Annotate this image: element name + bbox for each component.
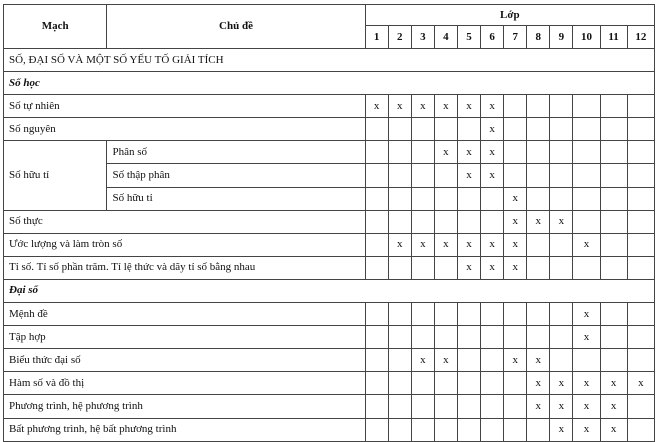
grade-header-12: 12	[627, 26, 654, 49]
table-row	[4, 256, 655, 279]
grade-cell: x	[481, 118, 504, 141]
grade-cell	[411, 187, 434, 210]
grade-cell	[481, 210, 504, 233]
grade-cell	[434, 164, 457, 187]
grade-cell	[573, 118, 600, 141]
grade-cell: x	[388, 95, 411, 118]
grade-cell	[365, 233, 388, 256]
grade-cell: x	[573, 372, 600, 395]
grade-cell	[411, 164, 434, 187]
grade-cell	[527, 418, 550, 441]
table-row	[4, 118, 655, 141]
grade-cell: x	[504, 233, 527, 256]
grade-cell	[627, 326, 654, 349]
topic-label: Phân số	[107, 141, 365, 164]
grade-cell: x	[600, 372, 627, 395]
grade-cell: x	[434, 349, 457, 372]
topic-label: Bất phương trình, hệ bất phương trình	[4, 418, 366, 441]
grade-cell	[388, 395, 411, 418]
grade-cell	[481, 187, 504, 210]
grade-cell: x	[504, 210, 527, 233]
grade-header-9: 9	[550, 26, 573, 49]
grade-cell	[411, 141, 434, 164]
table-row	[4, 418, 655, 441]
grade-cell	[527, 95, 550, 118]
grade-cell	[365, 326, 388, 349]
grade-header-2: 2	[388, 26, 411, 49]
grade-cell: x	[504, 349, 527, 372]
grade-cell: x	[600, 418, 627, 441]
lop-header: Lớp	[365, 5, 654, 26]
grade-cell	[411, 418, 434, 441]
grade-header-4: 4	[434, 26, 457, 49]
chu-de-header: Chủ đề	[107, 5, 365, 49]
grade-cell	[504, 418, 527, 441]
grade-cell: x	[365, 95, 388, 118]
grade-cell	[573, 95, 600, 118]
grade-cell	[457, 395, 480, 418]
grade-cell	[411, 372, 434, 395]
mach-header: Mạch	[4, 5, 107, 49]
grade-cell: x	[600, 395, 627, 418]
topic-label: Mệnh đề	[4, 303, 366, 326]
grade-cell: x	[434, 233, 457, 256]
grade-cell	[457, 210, 480, 233]
grade-cell: x	[550, 372, 573, 395]
grade-cell	[434, 418, 457, 441]
table-row	[4, 372, 655, 395]
grade-cell	[600, 141, 627, 164]
table-row	[4, 349, 655, 372]
grade-cell: x	[411, 95, 434, 118]
subsection-title: Số học	[4, 72, 655, 95]
grade-cell: x	[457, 95, 480, 118]
grade-cell	[627, 233, 654, 256]
grade-cell	[627, 303, 654, 326]
grade-cell	[600, 303, 627, 326]
grade-cell: x	[550, 395, 573, 418]
grade-cell: x	[550, 418, 573, 441]
subsection-row	[4, 72, 655, 95]
grade-cell	[388, 372, 411, 395]
topic-label: Số hữu tỉ	[107, 187, 365, 210]
grade-cell	[504, 141, 527, 164]
grade-cell	[550, 256, 573, 279]
grade-cell	[527, 164, 550, 187]
grade-cell: x	[481, 256, 504, 279]
grade-cell	[388, 418, 411, 441]
grade-cell: x	[481, 164, 504, 187]
grade-cell	[388, 118, 411, 141]
grade-cell	[600, 349, 627, 372]
grade-cell	[550, 141, 573, 164]
grade-cell: x	[434, 95, 457, 118]
header-row	[4, 5, 655, 26]
grade-cell	[365, 210, 388, 233]
table-row	[4, 141, 655, 164]
table-row	[4, 95, 655, 118]
grade-header-10: 10	[573, 26, 600, 49]
grade-cell	[365, 256, 388, 279]
grade-cell	[627, 349, 654, 372]
grade-cell: x	[457, 233, 480, 256]
grade-cell	[600, 187, 627, 210]
grade-cell	[457, 418, 480, 441]
grade-cell	[434, 118, 457, 141]
grade-cell: x	[481, 141, 504, 164]
grade-cell	[550, 95, 573, 118]
grade-header-3: 3	[411, 26, 434, 49]
grade-cell	[457, 303, 480, 326]
grade-cell	[600, 118, 627, 141]
grade-cell: x	[573, 233, 600, 256]
grade-cell: x	[573, 326, 600, 349]
grade-cell	[411, 256, 434, 279]
grade-cell	[504, 326, 527, 349]
grade-cell: x	[527, 372, 550, 395]
grade-cell	[365, 349, 388, 372]
grade-header-1: 1	[365, 26, 388, 49]
topic-label: Tập hợp	[4, 326, 366, 349]
grade-cell	[600, 326, 627, 349]
grade-cell	[365, 372, 388, 395]
grade-cell	[627, 164, 654, 187]
grade-cell: x	[457, 256, 480, 279]
group-label: Số hữu tỉ	[4, 141, 107, 210]
grade-cell: x	[527, 395, 550, 418]
subsection-row	[4, 279, 655, 302]
grade-cell	[600, 233, 627, 256]
table-row	[4, 210, 655, 233]
table-row	[4, 395, 655, 418]
grade-cell	[573, 256, 600, 279]
grade-cell	[527, 303, 550, 326]
grade-cell	[434, 326, 457, 349]
grade-cell	[434, 187, 457, 210]
grade-cell	[388, 326, 411, 349]
grade-cell	[434, 395, 457, 418]
grade-cell	[481, 326, 504, 349]
grade-cell	[388, 256, 411, 279]
grade-cell	[600, 256, 627, 279]
grade-cell	[365, 141, 388, 164]
grade-cell	[411, 210, 434, 233]
grade-cell: x	[627, 372, 654, 395]
grade-cell: x	[504, 256, 527, 279]
grade-cell	[550, 303, 573, 326]
grade-cell	[504, 303, 527, 326]
grade-cell	[550, 233, 573, 256]
grade-cell	[365, 418, 388, 441]
grade-cell	[481, 395, 504, 418]
section-title-row	[4, 49, 655, 72]
grade-cell	[434, 256, 457, 279]
topic-label: Phương trình, hệ phương trình	[4, 395, 366, 418]
grade-cell	[627, 418, 654, 441]
grade-cell	[457, 187, 480, 210]
topic-label: Tỉ số. Tỉ số phần trăm. Tỉ lệ thức và dãy tỉ số bằng nhau	[4, 256, 366, 279]
grade-cell	[411, 395, 434, 418]
grade-cell	[600, 95, 627, 118]
grade-cell	[527, 256, 550, 279]
grade-cell: x	[388, 233, 411, 256]
grade-cell: x	[481, 95, 504, 118]
grade-cell	[434, 372, 457, 395]
grade-cell	[481, 418, 504, 441]
grade-cell	[627, 95, 654, 118]
grade-cell	[388, 349, 411, 372]
grade-cell	[504, 95, 527, 118]
grade-cell	[550, 118, 573, 141]
topic-label: Số tự nhiên	[4, 95, 366, 118]
curriculum-table	[3, 4, 655, 442]
grade-cell	[388, 303, 411, 326]
grade-cell: x	[434, 141, 457, 164]
grade-cell	[527, 118, 550, 141]
topic-label: Số thập phân	[107, 164, 365, 187]
grade-header-7: 7	[504, 26, 527, 49]
grade-cell	[527, 233, 550, 256]
grade-cell	[627, 187, 654, 210]
grade-header-6: 6	[481, 26, 504, 49]
grade-header-8: 8	[527, 26, 550, 49]
grade-cell: x	[527, 210, 550, 233]
grade-cell	[481, 303, 504, 326]
grade-cell: x	[457, 141, 480, 164]
grade-cell: x	[504, 187, 527, 210]
grade-cell	[457, 326, 480, 349]
grade-cell: x	[573, 418, 600, 441]
grade-cell	[457, 372, 480, 395]
grade-cell	[573, 187, 600, 210]
grade-cell: x	[481, 233, 504, 256]
subsection-title: Đại số	[4, 279, 655, 302]
grade-cell	[365, 164, 388, 187]
topic-label: Hàm số và đồ thị	[4, 372, 366, 395]
grade-cell	[504, 372, 527, 395]
grade-cell	[365, 118, 388, 141]
grade-cell	[434, 303, 457, 326]
grade-cell: x	[573, 303, 600, 326]
grade-cell	[627, 118, 654, 141]
grade-cell: x	[457, 164, 480, 187]
grade-cell	[481, 372, 504, 395]
grade-cell	[550, 187, 573, 210]
grade-cell	[527, 141, 550, 164]
grade-cell	[627, 141, 654, 164]
grade-cell	[365, 303, 388, 326]
grade-cell	[365, 395, 388, 418]
topic-label: Số thực	[4, 210, 366, 233]
grade-cell	[504, 118, 527, 141]
grade-cell	[573, 164, 600, 187]
grade-cell	[411, 326, 434, 349]
grade-cell	[457, 118, 480, 141]
topic-label: Biểu thức đại số	[4, 349, 366, 372]
grade-cell	[457, 349, 480, 372]
grade-cell	[550, 326, 573, 349]
grade-cell	[550, 349, 573, 372]
grade-cell	[504, 164, 527, 187]
grade-cell	[627, 256, 654, 279]
grade-cell: x	[411, 233, 434, 256]
grade-cell	[527, 326, 550, 349]
grade-cell	[365, 187, 388, 210]
grade-cell	[504, 395, 527, 418]
table-row	[4, 326, 655, 349]
grade-header-5: 5	[457, 26, 480, 49]
grade-cell	[600, 210, 627, 233]
table-body	[4, 5, 655, 442]
grade-cell	[411, 118, 434, 141]
grade-cell	[600, 164, 627, 187]
grade-cell	[550, 164, 573, 187]
grade-cell	[388, 210, 411, 233]
grade-cell	[481, 349, 504, 372]
grade-cell	[527, 187, 550, 210]
table-row	[4, 303, 655, 326]
grade-cell	[573, 349, 600, 372]
grade-cell	[388, 187, 411, 210]
table-row	[4, 233, 655, 256]
grade-cell	[627, 210, 654, 233]
grade-cell	[388, 141, 411, 164]
grade-cell: x	[550, 210, 573, 233]
grade-cell: x	[411, 349, 434, 372]
topic-label: Ước lượng và làm tròn số	[4, 233, 366, 256]
grade-header-11: 11	[600, 26, 627, 49]
grade-cell: x	[527, 349, 550, 372]
grade-cell	[434, 210, 457, 233]
topic-label: Số nguyên	[4, 118, 366, 141]
grade-cell	[573, 210, 600, 233]
section-title: SỐ, ĐẠI SỐ VÀ MỘT SỐ YẾU TỐ GIẢI TÍCH	[4, 49, 655, 72]
grade-cell: x	[573, 395, 600, 418]
grade-cell	[411, 303, 434, 326]
grade-cell	[627, 395, 654, 418]
grade-cell	[388, 164, 411, 187]
grade-cell	[573, 141, 600, 164]
